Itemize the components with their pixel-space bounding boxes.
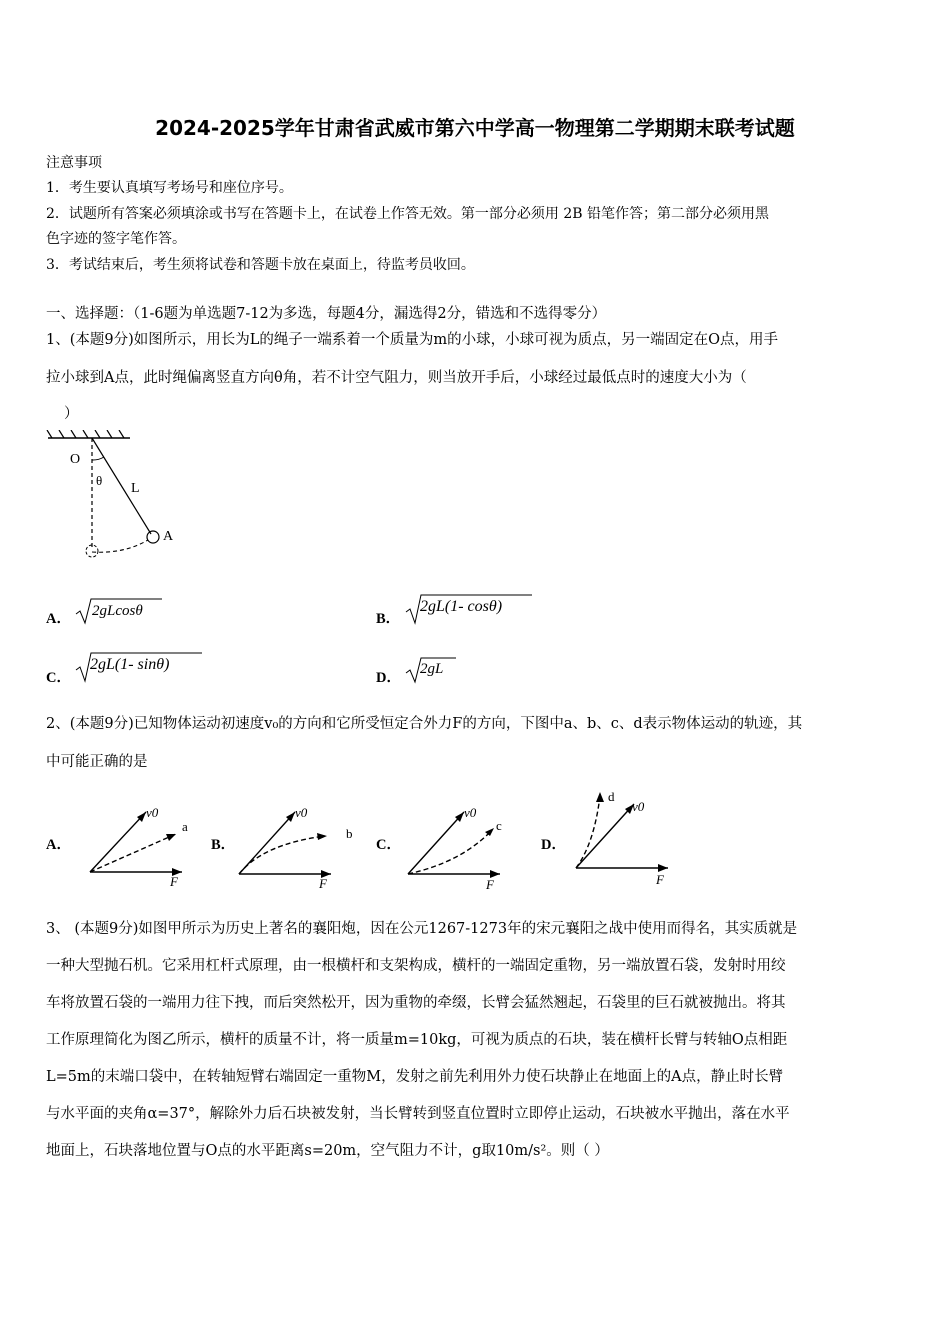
label-L: L <box>131 481 140 496</box>
q1-option-a-label[interactable]: A． <box>46 611 71 627</box>
q2-diagram-c <box>402 796 522 894</box>
q3-line-5: L=5m的末端口袋中，在转轴短臂右端固定一重物M，发射之前先利用外力使石块静止在地面上的A点，静止时长臂 <box>46 1069 784 1085</box>
q2-line-2: 中可能正确的是 <box>46 754 148 770</box>
v0-label: v0 <box>146 805 159 820</box>
curve-label: a <box>182 819 188 834</box>
q2-diagram-d <box>570 784 690 884</box>
q1-line-2: 拉小球到A点，此时绳偏离竖直方向θ角，若不计空气阻力，则当放开手后，小球经过最低点时的速度大小为（ <box>46 370 747 386</box>
notice-item-2-cont: 色字迹的签字笔作答。 <box>46 231 186 247</box>
q2-diagram-b <box>233 796 363 894</box>
F-label: F <box>319 876 327 891</box>
curve-label: d <box>608 789 615 804</box>
q1-option-c-expr: 2gL(1- sinθ) <box>90 656 170 673</box>
q2-option-a-label[interactable]: A． <box>46 837 71 853</box>
section-heading: 一、选择题：（1-6题为单选题7-12为多选，每题4分，漏选得2分，错选和不选得零分） <box>46 306 607 322</box>
q1-option-c-label[interactable]: C． <box>46 670 71 686</box>
notice-heading: 注意事项 <box>46 155 102 171</box>
q1-option-d-label[interactable]: D． <box>376 670 401 686</box>
q2-option-c-label[interactable]: C． <box>376 837 401 853</box>
F-label: F <box>486 877 494 892</box>
q3-line-7: 地面上，石块落地位置与O点的水平距离s=20m，空气阻力不计，g取10m/s²。则（ ） <box>46 1143 609 1159</box>
q1-line-3: ） <box>64 406 79 422</box>
q2-option-d-label[interactable]: D． <box>541 837 566 853</box>
q1-option-b-label[interactable]: B． <box>376 611 401 627</box>
q1-line-1: 1、(本题9分)如图所示，用长为L的绳子一端系着一个质量为m的小球，小球可视为质点，另一端固定在O点，用手 <box>46 332 779 348</box>
q2-option-b-label[interactable]: B． <box>211 837 236 853</box>
q3-line-1: 3、 (本题9分)如图甲所示为历史上著名的襄阳炮，因在公元1267-1273年的宋元襄阳之战中使用而得名，其实质就是 <box>46 921 798 937</box>
v0-label: v0 <box>464 805 477 820</box>
curve-label: b <box>346 826 353 841</box>
q2-line-1: 2、(本题9分)已知物体运动初速度v₀的方向和它所受恒定合外力F的方向，下图中a、b、c、d表示物体运动的轨迹，其 <box>46 716 803 732</box>
q3-line-6: 与水平面的夹角α=37°，解除外力后石块被发射，当长臂转到竖直位置时立即停止运动，石块被水平抛出，落在水平 <box>46 1106 790 1122</box>
F-label: F <box>170 874 178 889</box>
q1-option-b-expr: 2gL(1- cosθ) <box>420 598 503 615</box>
v0-label: v0 <box>632 799 645 814</box>
page-title: 2024-2025学年甘肃省武威市第六中学高一物理第二学期期末联考试题 <box>155 116 795 140</box>
q3-line-4: 工作原理简化为图乙所示，横杆的质量不计，将一质量m=10kg，可视为质点的石块，装在横杆长臂与转轴O点相距 <box>46 1032 788 1048</box>
curve-label: c <box>496 818 502 833</box>
q1-option-d-expr: 2gL <box>420 661 444 677</box>
q3-line-2: 一种大型抛石机。它采用杠杆式原理，由一根横杆和支架构成，横杆的一端固定重物，另一端放置石袋，发射时用绞 <box>46 958 786 974</box>
notice-item-1: 1．考生要认真填写考场号和座位序号。 <box>46 180 293 196</box>
pendulum-figure <box>44 430 184 565</box>
notice-item-2: 2．试题所有答案必须填涂或书写在答题卡上，在试卷上作答无效。第一部分必须用 2B 铅笔作答；第二部分必须用黑 <box>46 206 769 222</box>
notice-item-3: 3．考试结束后，考生须将试卷和答题卡放在桌面上，待监考员收回。 <box>46 257 475 273</box>
q2-diagram-a <box>84 796 204 894</box>
q1-option-a-expr: 2gLcosθ <box>92 603 143 619</box>
label-O: O <box>70 452 81 467</box>
label-A: A <box>163 529 174 544</box>
label-theta: θ <box>96 473 103 488</box>
q3-line-3: 车将放置石袋的一端用力往下拽，而后突然松开，因为重物的牵缀，长臂会猛然翘起，石袋里的巨石就被抛出。将其 <box>46 995 786 1011</box>
F-label: F <box>656 872 664 884</box>
v0-label: v0 <box>295 805 308 820</box>
